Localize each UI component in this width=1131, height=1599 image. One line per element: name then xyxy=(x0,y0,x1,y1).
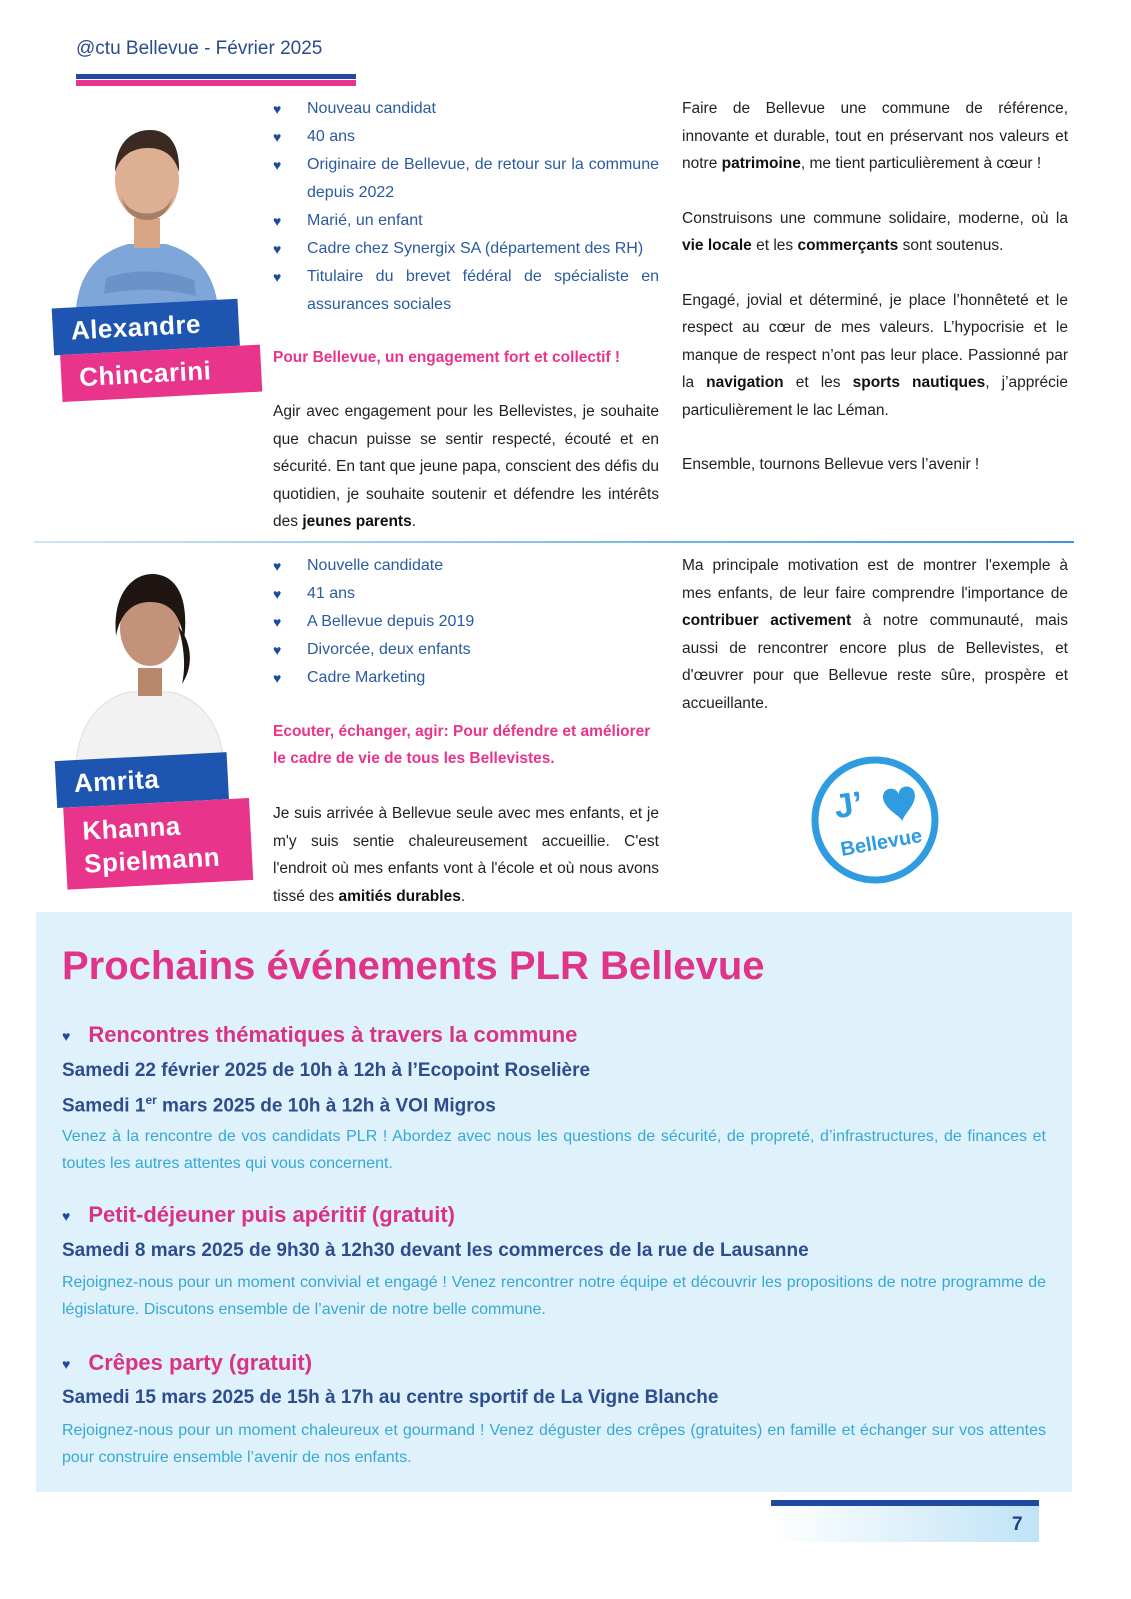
svg-text:Bellevue: Bellevue xyxy=(838,824,924,861)
event-date: Samedi 22 février 2025 de 10h à 12h à l’Ecopoint Roselière xyxy=(62,1060,591,1081)
heart-icon: ♥ xyxy=(273,642,282,658)
list-item: ♥ Nouvelle candidate xyxy=(273,552,659,580)
events-section xyxy=(36,912,1072,1492)
list-item: ♥ 41 ans xyxy=(273,580,659,608)
candidate2-column2: Ma principale motivation est de montrer l'exemple à mes enfants, de leur faire comprendre l'importance de contribuer activement à notre communauté, mais aussi de rencontrer encore plus de Bellevistes, et d'œuvrer pour que Bellevue reste sûre, prospère et accueillante. xyxy=(682,557,1068,712)
svg-text:J’: J’ xyxy=(831,784,866,827)
events-title: Prochains événements PLR Bellevue xyxy=(62,944,765,988)
event-description: Venez à la rencontre de vos candidats PLR ! Abordez avec nous les questions de sécurité, de propreté, d’infrastructures, de finances et toutes les autres attentes qui vous concernent. xyxy=(62,1128,1046,1172)
event-heading: ♥ Rencontres thématiques à travers la commune xyxy=(62,1022,578,1047)
event-heading: ♥ Petit-déjeuner puis apéritif (gratuit) xyxy=(62,1202,456,1227)
candidate2-text: Je suis arrivée à Bellevue seule avec mes enfants, et je m'y suis sentie chaleureusement accueillie. C'est l'endroit où mes enfants vont à l'école et où nous avons tissé des amitiés durables. xyxy=(273,805,659,905)
header-bar xyxy=(76,74,356,86)
list-item: ♥ Cadre chez Synergix SA (département des RH) xyxy=(273,235,659,263)
event-description: Rejoignez-nous pour un moment convivial et engagé ! Venez rencontrer notre équipe et découvrir les propositions de notre programme de législature. Discutons ensemble de l’avenir de notre belle commune. xyxy=(62,1274,1046,1318)
candidate2-slogan: Ecouter, échanger, agir: Pour défendre et améliorer le cadre de vie de tous les Bellevistes. xyxy=(273,723,651,767)
candidate1-name-tag xyxy=(52,298,263,403)
event-date: Samedi 15 mars 2025 de 15h à 17h au centre sportif de La Vigne Blanche xyxy=(62,1387,719,1408)
event-description: Rejoignez-nous pour un moment chaleureux et gourmand ! Venez déguster des crêpes (gratuites) en famille et échanger sur vos attentes pour construire ensemble l’avenir de nos enfants. xyxy=(62,1422,1046,1466)
heart-icon: ♥ xyxy=(273,614,282,630)
list-item: ♥ Cadre Marketing xyxy=(273,664,659,692)
list-item: ♥ Marié, un enfant xyxy=(273,207,659,235)
candidate1-column2: Faire de Bellevue une commune de référence, innovante et durable, tout en préservant nos valeurs et notre patrimoine, me tient particulièrement à cœur ! Construisons une commune solidaire, moderne, où la vie locale et les commerçants sont soutenus. Engagé, jovial et déterminé, je place l’honnêteté et le respect au cœur de mes valeurs. L’hypocrisie et le manque de respect n’ont pas leur place. Passionné par la navigation et les sports nautiques, j’apprécie particulièrement le lac Léman. Ensemble, tournons Bellevue vers l’avenir ! xyxy=(682,100,1068,473)
heart-icon: ♥ xyxy=(273,129,282,145)
heart-icon: ♥ xyxy=(273,586,282,602)
heart-icon: ♥ xyxy=(273,670,282,686)
bellevue-logo xyxy=(806,756,944,884)
heart-icon: ♥ xyxy=(62,1028,71,1045)
heart-icon: ♥ xyxy=(62,1356,71,1373)
footer-bar xyxy=(771,1500,1039,1542)
candidate2-first-name: Amrita xyxy=(55,752,229,808)
list-item: ♥ Originaire de Bellevue, de retour sur la commune depuis 2022 xyxy=(273,151,659,207)
candidate2-bullets xyxy=(273,552,659,692)
heart-icon: ♥ xyxy=(273,157,282,173)
candidate1-last-name: Chincarini xyxy=(60,345,262,402)
candidate2-last-name: Khanna Spielmann xyxy=(63,798,253,890)
candidate2-name-tag xyxy=(55,751,253,890)
list-item: ♥ A Bellevue depuis 2019 xyxy=(273,608,659,636)
candidate1-photo xyxy=(66,102,228,308)
candidate2-photo xyxy=(70,556,230,762)
event-heading: ♥ Crêpes party (gratuit) xyxy=(62,1350,313,1375)
list-item: ♥ Nouveau candidat xyxy=(273,95,659,123)
list-item: ♥ Titulaire du brevet fédéral de spécialiste en assurances sociales xyxy=(273,263,659,319)
heart-icon: ♥ xyxy=(273,241,282,257)
list-item: ♥ Divorcée, deux enfants xyxy=(273,636,659,664)
event-date: Samedi 1er mars 2025 de 10h à 12h à VOI Migros xyxy=(62,1093,496,1117)
list-item: ♥ 40 ans xyxy=(273,123,659,151)
candidate1-bullets xyxy=(273,95,659,319)
heart-icon: ♥ xyxy=(273,269,282,285)
candidate1-first-name: Alexandre xyxy=(52,299,240,356)
section-divider xyxy=(34,541,1074,543)
event-date: Samedi 8 mars 2025 de 9h30 à 12h30 devant les commerces de la rue de Lausanne xyxy=(62,1240,809,1261)
heart-icon: ♥ xyxy=(62,1208,71,1225)
candidate1-text: Agir avec engagement pour les Bellevistes, je souhaite que chacun puisse se sentir respecté, écouté et en sécurité. En tant que jeune papa, conscient des défis du quotidien, je souhaite soutenir et défendre les intérêts des jeunes parents. xyxy=(273,403,659,530)
candidate1-slogan: Pour Bellevue, un engagement fort et collectif ! xyxy=(273,349,621,366)
heart-icon: ♥ xyxy=(273,213,282,229)
heart-icon: ♥ xyxy=(273,558,282,574)
heart-icon: ♥ xyxy=(273,101,282,117)
newsletter-title: @ctu Bellevue - Février 2025 xyxy=(76,38,323,59)
page-number: 7 xyxy=(1012,1514,1023,1535)
